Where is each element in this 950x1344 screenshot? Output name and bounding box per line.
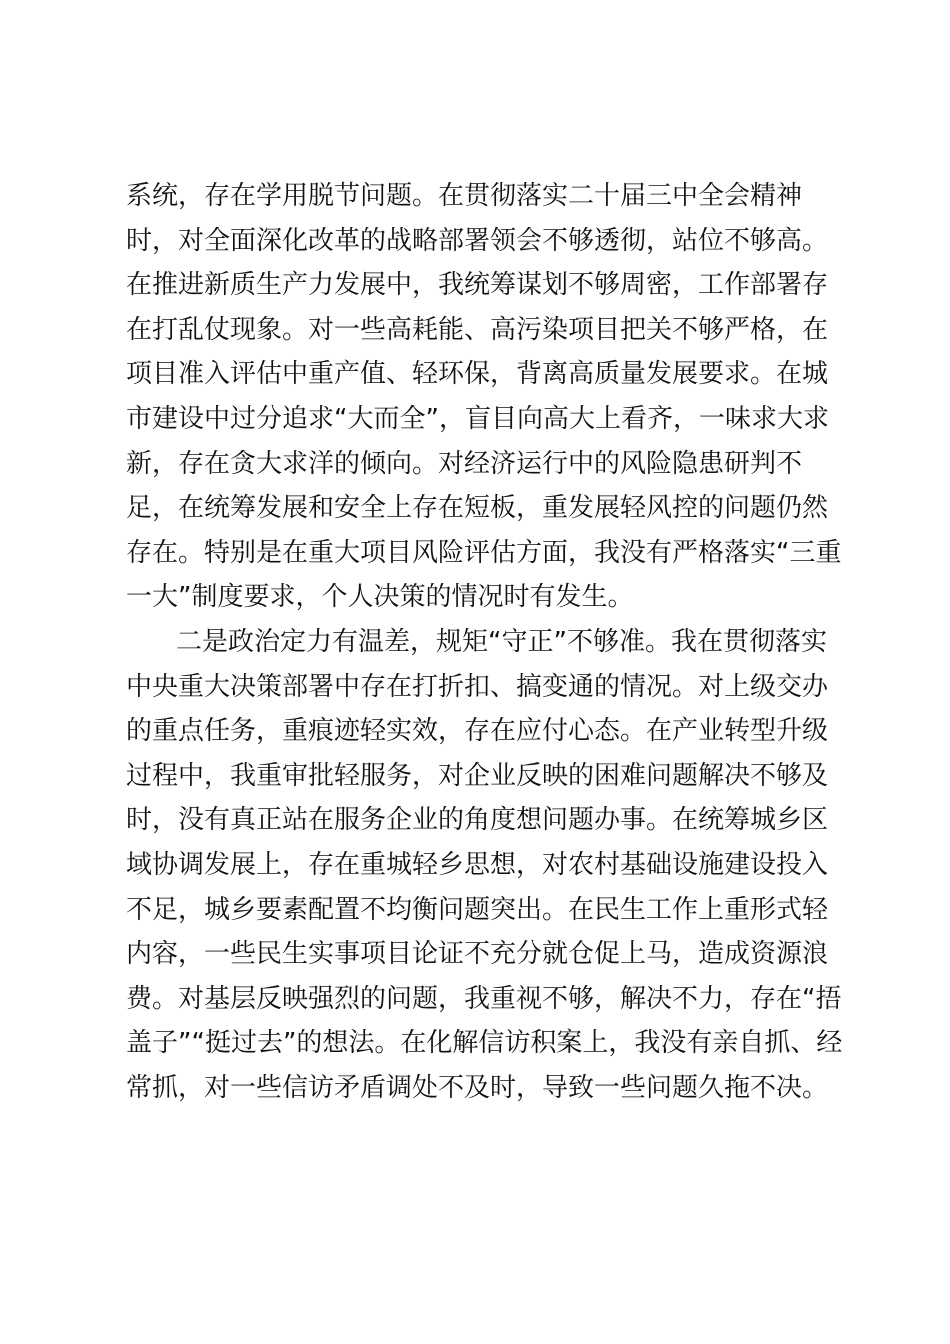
body-text <box>126 174 843 1110</box>
text-line: 不足，城乡要素配置不均衡问题突出。在民生工作上重形式轻 <box>126 894 829 925</box>
text-line: 时，对全面深化改革的战略部署领会不够透彻，站位不够高。 <box>126 225 829 256</box>
text-line: 时，没有真正站在服务企业的角度想问题办事。在统筹城乡区 <box>126 805 829 836</box>
text-line: 存在。特别是在重大项目风险评估方面，我没有严格落实“三重 <box>126 537 842 568</box>
paragraph-first-line: 二是政治定力有温差，规矩“守正”不够准。我在贯彻落实 <box>176 626 827 657</box>
text-line: 费。对基层反映强烈的问题，我重视不够，解决不力，存在“捂 <box>126 983 842 1014</box>
text-line: 项目准入评估中重产值、轻环保，背离高质量发展要求。在城 <box>126 359 829 390</box>
text-line: 足，在统筹发展和安全上存在短板，重发展轻风控的问题仍然 <box>126 493 829 524</box>
text-line: 系统，存在学用脱节问题。在贯彻落实二十届三中全会精神 <box>126 181 803 211</box>
text-line: 在推进新质生产力发展中，我统筹谋划不够周密，工作部署存 <box>126 270 829 301</box>
text-line: 在打乱仗现象。对一些高耗能、高污染项目把关不够严格，在 <box>126 314 829 345</box>
text-line: 过程中，我重审批轻服务，对企业反映的困难问题解决不够及 <box>126 760 829 791</box>
text-line: 常抓，对一些信访矛盾调处不及时，导致一些问题久拖不决。 <box>126 1072 829 1103</box>
text-line: 新，存在贪大求洋的倾向。对经济运行中的风险隐患研判不 <box>126 448 803 479</box>
text-line: 市建设中过分追求“大而全”，盲目向高大上看齐，一味求大求 <box>126 403 829 434</box>
text-line: 盖子”“挺过去”的想法。在化解信访积案上，我没有亲自抓、经 <box>126 1028 843 1059</box>
text-line: 中央重大决策部署中存在打折扣、搞变通的情况。对上级交办 <box>126 671 829 702</box>
text-line: 内容，一些民生实事项目论证不充分就仓促上马，造成资源浪 <box>126 939 829 970</box>
text-line: 域协调发展上，存在重城轻乡思想，对农村基础设施建设投入 <box>126 849 829 880</box>
text-line: 的重点任务，重痕迹轻实效，存在应付心态。在产业转型升级 <box>126 716 829 747</box>
text-line: 一大”制度要求，个人决策的情况时有发生。 <box>126 582 634 613</box>
